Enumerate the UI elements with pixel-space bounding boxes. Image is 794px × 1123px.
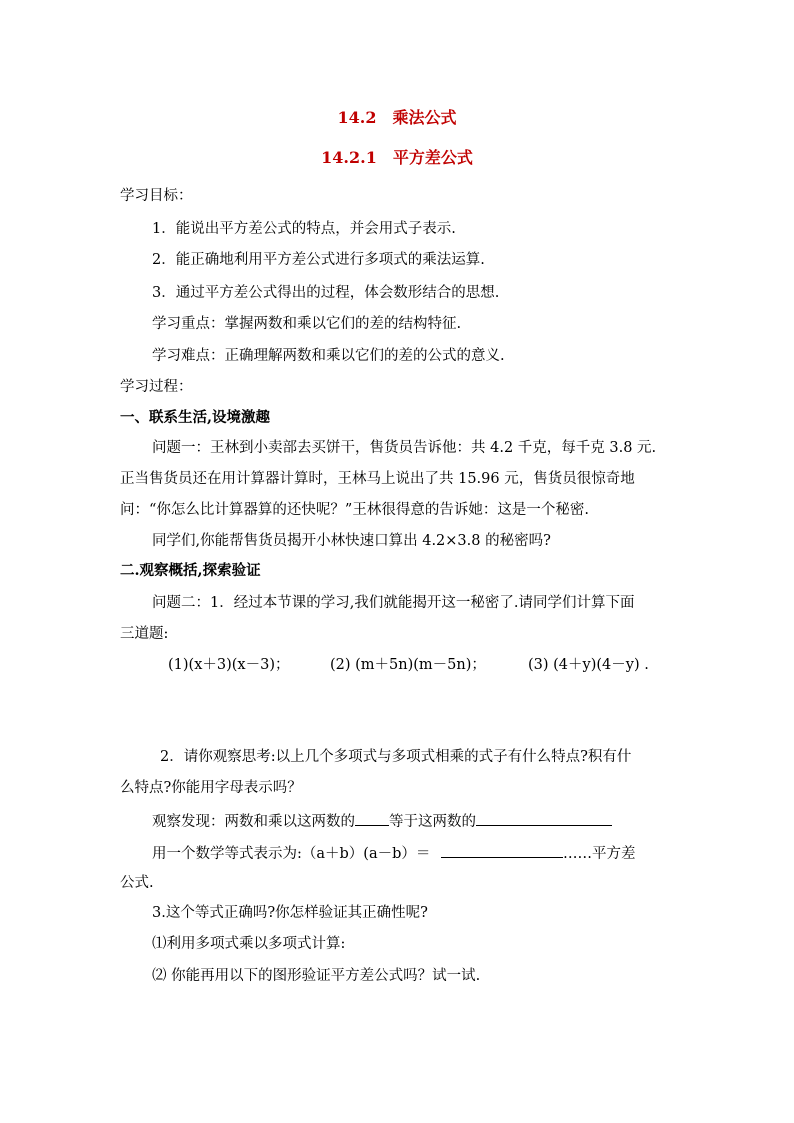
- problem2-line2: 三道题:: [120, 626, 169, 642]
- problem1-line: 正当售货员还在用计算器计算时，王林马上说出了共 15.96 元，售货员很惊奇地: [120, 471, 635, 487]
- exercise-2: (2) (m＋5n)(m－5n)；: [330, 657, 486, 673]
- process-heading: 学习过程：: [120, 379, 193, 395]
- objective-item-1: 1．能说出平方差公式的特点，并会用式子表示.: [152, 221, 456, 237]
- key-point: 学习重点：掌握两数和乘以它们的差的结构特征.: [152, 316, 462, 332]
- formula-text-a: 用一个数学等式表示为:（a＋b）(a－b）＝: [152, 846, 431, 862]
- think-line1: 2．请你观察思考:以上几个多项式与多项式相乘的式子有什么特点?积有什: [160, 749, 632, 765]
- difficulty: 学习难点：正确理解两数和乘以它们的差的公式的意义.: [152, 348, 505, 364]
- observe-text-b: 等于这两数的: [389, 814, 476, 830]
- page-subtitle: 14.2.1 平方差公式: [321, 148, 473, 167]
- answer-blank-1[interactable]: [355, 810, 389, 826]
- formula-text-b: ……平方差: [563, 846, 636, 862]
- objectives-heading: 学习目标：: [120, 188, 193, 204]
- verify-step-1: ⑴利用多项式乘以多项式计算:: [152, 936, 346, 952]
- exercise-3: (3) (4＋y)(4－y) .: [528, 657, 649, 673]
- objective-item-3: 3．通过平方差公式得出的过程，体会数形结合的思想.: [152, 285, 500, 301]
- exercise-1: (1)(x＋3)(x－3)；: [168, 657, 290, 673]
- answer-blank-2[interactable]: [476, 810, 612, 826]
- formula-line: [152, 842, 636, 864]
- section1-heading: 一、联系生活,设境激趣: [120, 409, 271, 426]
- section2-heading: 二.观察概括,探索验证: [120, 562, 261, 579]
- observe-text-a: 观察发现：两数和乘以这两数的: [152, 814, 355, 830]
- problem2-line1: 问题二：1．经过本节课的学习,我们就能揭开这一秘密了.请同学们计算下面: [152, 595, 635, 611]
- problem1-line: 问：“你怎么比计算器算的还快呢？”王林很得意的告诉她：这是一个秘密.: [120, 502, 589, 518]
- verify-question: 3.这个等式正确吗?你怎样验证其正确性呢?: [152, 905, 428, 921]
- objective-item-2: 2．能正确地利用平方差公式进行多项式的乘法运算.: [152, 252, 485, 268]
- page-title: 14.2 乘法公式: [337, 108, 457, 127]
- problem1-line: 同学们,你能帮售货员揭开小林快速口算出 4.2×3.8 的秘密吗?: [152, 533, 551, 549]
- problem1-line: 问题一：王林到小卖部去买饼干，售货员告诉他：共 4.2 千克，每千克 3.8 元.: [152, 440, 657, 456]
- verify-step-2: ⑵ 你能再用以下的图形验证平方差公式吗？试一试.: [152, 968, 481, 984]
- observe-line: [152, 810, 612, 832]
- think-line2: 么特点?你能用字母表示吗？: [120, 780, 302, 796]
- answer-blank-3[interactable]: [441, 842, 563, 858]
- formula-text-c: 公式.: [120, 875, 154, 891]
